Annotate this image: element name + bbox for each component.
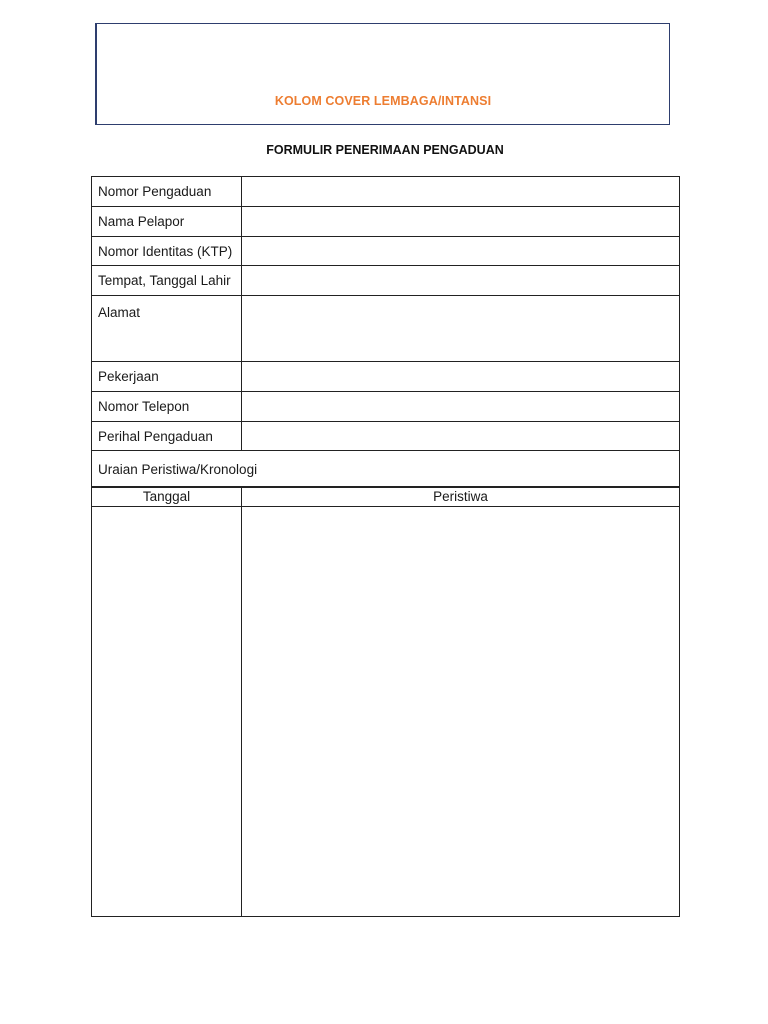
- form-title: FORMULIR PENERIMAAN PENGADUAN: [266, 143, 504, 157]
- form-row-pekerjaan: [92, 362, 680, 392]
- chronology-header-row: [92, 487, 680, 507]
- field-value-perihal-pengaduan[interactable]: [242, 422, 680, 451]
- form-row-tempat-tanggal-lahir: [92, 266, 680, 296]
- form-row-nomor-identitas: [92, 237, 680, 266]
- field-label: Nomor Telepon: [92, 392, 242, 422]
- complaint-form-table: [91, 176, 680, 488]
- column-header-peristiwa: Peristiwa: [242, 487, 680, 507]
- chronology-cell-tanggal[interactable]: [92, 507, 242, 917]
- field-label: Nomor Pengaduan: [92, 177, 242, 207]
- chronology-table: [91, 486, 680, 917]
- form-row-uraian-kronologi: [92, 451, 680, 488]
- chronology-section-label: Uraian Peristiwa/Kronologi: [92, 451, 680, 488]
- form-row-nomor-telepon: [92, 392, 680, 422]
- field-label: Alamat: [92, 296, 242, 362]
- form-row-nama-pelapor: [92, 207, 680, 237]
- field-label: Nomor Identitas (KTP): [92, 237, 242, 266]
- field-label: Tempat, Tanggal Lahir: [92, 266, 242, 296]
- field-value-nomor-pengaduan[interactable]: [242, 177, 680, 207]
- chronology-cell-peristiwa[interactable]: [242, 507, 680, 917]
- institution-cover-box: [95, 23, 670, 125]
- field-value-tempat-tanggal-lahir[interactable]: [242, 266, 680, 296]
- chronology-entry-row: [92, 507, 680, 917]
- field-value-nama-pelapor[interactable]: [242, 207, 680, 237]
- field-value-alamat[interactable]: [242, 296, 680, 362]
- form-row-perihal-pengaduan: [92, 422, 680, 451]
- form-row-nomor-pengaduan: [92, 177, 680, 207]
- cover-label: KOLOM COVER LEMBAGA/INTANSI: [274, 94, 492, 108]
- form-row-alamat: [92, 296, 680, 362]
- column-header-tanggal: Tanggal: [92, 487, 242, 507]
- field-label: Nama Pelapor: [92, 207, 242, 237]
- field-value-nomor-telepon[interactable]: [242, 392, 680, 422]
- field-value-nomor-identitas[interactable]: [242, 237, 680, 266]
- field-label: Perihal Pengaduan: [92, 422, 242, 451]
- field-value-pekerjaan[interactable]: [242, 362, 680, 392]
- field-label: Pekerjaan: [92, 362, 242, 392]
